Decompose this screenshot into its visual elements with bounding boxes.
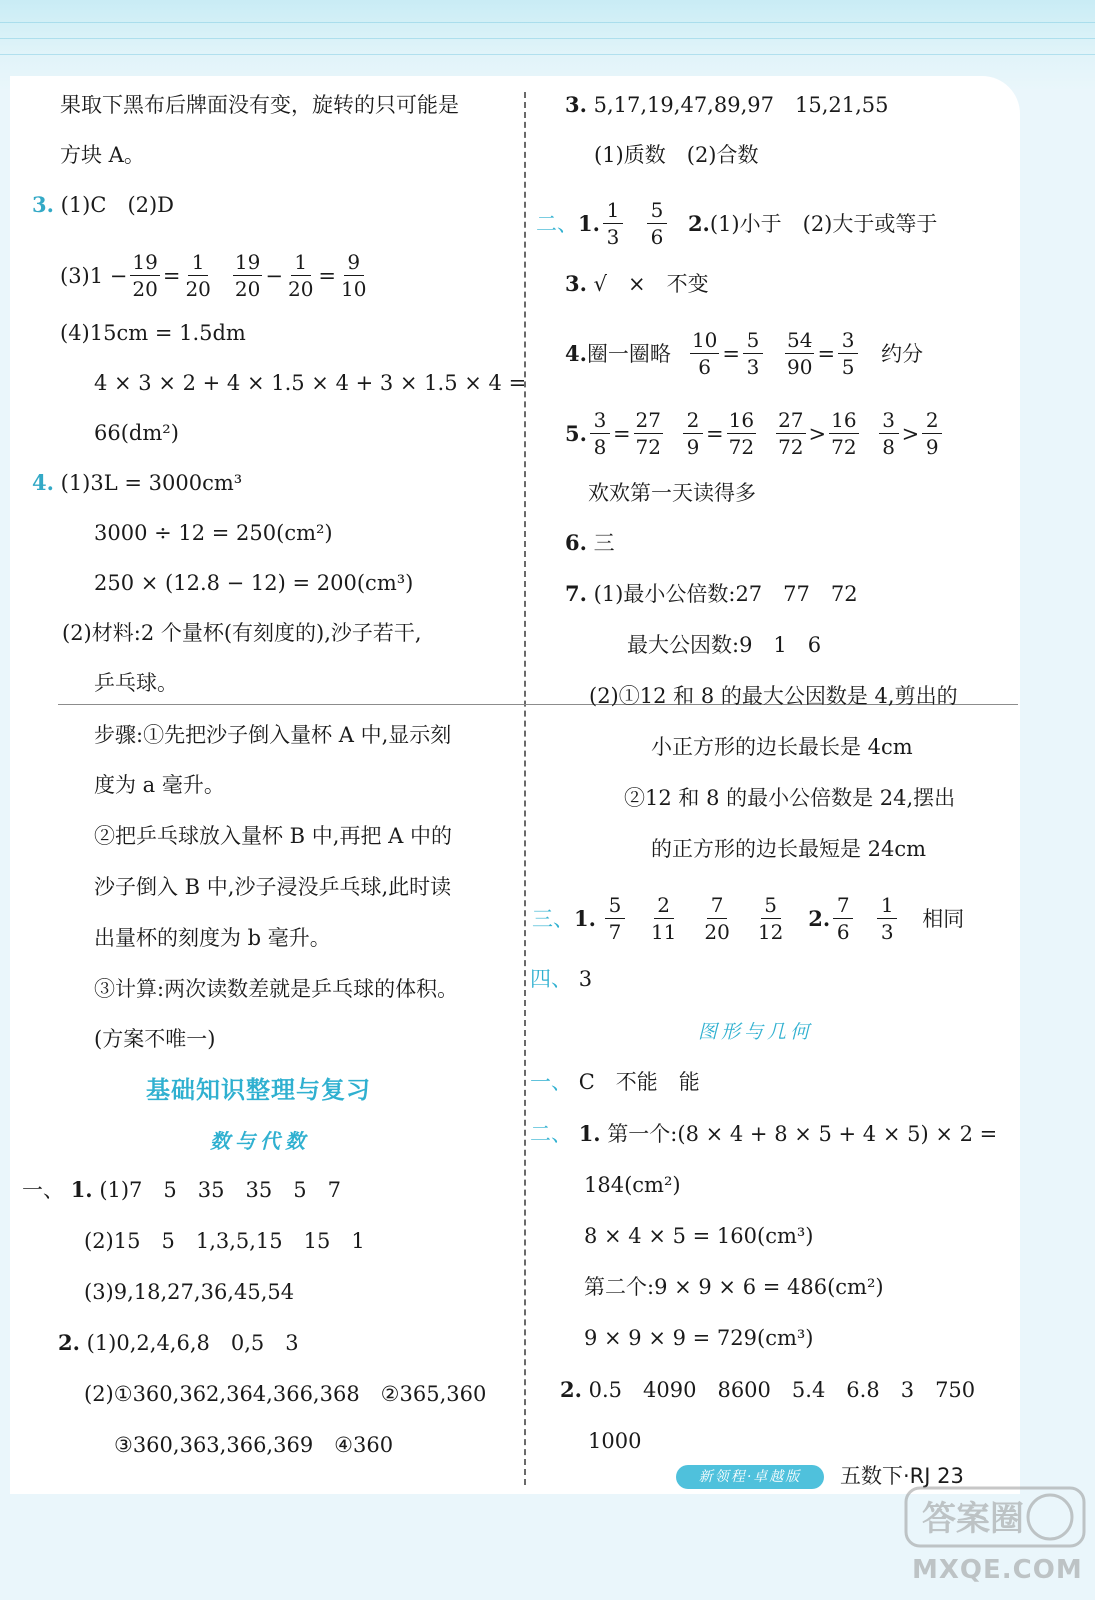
answer-text: 约分 [881, 341, 924, 366]
r-s2-q7-line-4: 小正方形的边长最长是 4cm [651, 735, 913, 759]
question-number: 2. [560, 1377, 582, 1402]
fraction: $\frac{3}{8}$ [879, 410, 899, 457]
q3-part4-line-3: 66(dm²) [94, 421, 179, 445]
fraction: $\frac{9}{10}$ [341, 250, 367, 301]
answer-text: 圈一圈略 [586, 341, 671, 366]
fraction: $\frac{5}{12}$ [757, 893, 784, 944]
r-s2-q4 [565, 330, 923, 377]
watermark-logo [900, 1480, 1090, 1590]
fraction: $\frac{7}{6}$ [833, 895, 853, 942]
answer-text: 三 [593, 531, 615, 555]
equals-sign: = [318, 263, 337, 288]
answer-text: 3 [578, 967, 593, 991]
q4-text-1: (1)3L = 3000cm³ [60, 471, 243, 495]
section-marker: 一、 [22, 1178, 64, 1202]
r-q3-line-1 [565, 89, 889, 121]
g-s2-q1-line-1 [530, 1118, 997, 1150]
heading-number-algebra: 数与代数 [210, 1129, 310, 1153]
question-number: 6. [565, 530, 587, 555]
fraction: $\frac{2}{9}$ [922, 410, 942, 457]
answer-text: (1)7 5 35 35 5 7 [99, 1178, 341, 1202]
fraction: $\frac{1}{20}$ [185, 250, 211, 301]
watermark-text: 答案圈 [922, 1499, 1024, 1539]
g-s1 [530, 1066, 700, 1098]
q3-part1 [32, 189, 174, 221]
r-s2-q1-q2 [536, 200, 937, 247]
s1-q1-line-1 [22, 1174, 341, 1206]
equals-sign: = [612, 421, 631, 446]
section-marker: 二、 [530, 1122, 572, 1146]
question-number: 3. [565, 271, 587, 296]
question-number: 2. [808, 905, 831, 931]
r-s4 [530, 963, 592, 995]
watermark-url: MXQE.COM [912, 1555, 1083, 1585]
q3-answer-1-2: (1)C (2)D [60, 193, 175, 217]
question-number: 2. [687, 210, 710, 236]
column-divider [524, 92, 526, 1485]
answer-text: √ × 不变 [593, 272, 709, 296]
answer-text: 0.5 4090 8600 5.4 6.8 3 750 [588, 1378, 976, 1402]
q4-line-3: 250 × (12.8 − 12) = 200(cm³) [94, 571, 414, 595]
g-s2-q1-line-2: 184(cm²) [584, 1173, 681, 1197]
answer-text: C 不能 能 [578, 1070, 700, 1094]
g-s2-q1-line-5: 9 × 9 × 9 = 729(cm³) [584, 1326, 814, 1350]
section-marker: 四、 [530, 967, 572, 991]
s1-q2-line-1 [58, 1327, 299, 1359]
q3-part3-equation [60, 252, 371, 299]
question-number: 7. [565, 581, 587, 606]
g-s2-q1-line-3: 8 × 4 × 5 = 160(cm³) [584, 1224, 814, 1248]
fraction: $\frac{5}{6}$ [647, 200, 667, 247]
fraction: $\frac{19}{20}$ [234, 250, 261, 301]
fraction: $\frac{54}{90}$ [787, 328, 813, 379]
fraction: $\frac{27}{72}$ [635, 408, 661, 459]
fraction: $\frac{27}{72}$ [778, 408, 804, 459]
r-q3-line-2: (1)质数 (2)合数 [594, 143, 759, 167]
section-marker: 一、 [530, 1070, 572, 1094]
left-continued-line-1: 果取下黑布后牌面没有变，旋转的只可能是 [60, 93, 459, 117]
s1-q1-line-2: (2)15 5 1,3,5,15 15 1 [84, 1229, 365, 1253]
q3-part4-line-1: (4)15cm = 1.5dm [60, 321, 246, 345]
answer-text: (1)0,2,4,6,8 0,5 3 [86, 1331, 299, 1355]
r-s2-q7-line-2: 最大公因数:9 1 6 [627, 633, 822, 657]
question-number: 5. [565, 420, 587, 446]
q3-number: 3. [32, 192, 54, 217]
r-s2-q7-line-5: ②12 和 8 的最小公倍数是 24,摆出 [624, 786, 956, 810]
fraction: $\frac{10}{6}$ [691, 328, 718, 379]
q3-part3-prefix: (3)1 − [60, 263, 128, 288]
q4-number: 4. [32, 470, 54, 495]
fraction: $\frac{16}{72}$ [728, 408, 755, 459]
fraction: $\frac{16}{72}$ [831, 408, 857, 459]
q4-line-6: 步骤:①先把沙子倒入量杯 A 中,显示刻 [94, 723, 452, 747]
brand-badge: 新领程·卓越版 [676, 1465, 824, 1489]
s1-q1-line-3: (3)9,18,27,36,45,54 [84, 1280, 295, 1304]
question-number: 4. [565, 340, 587, 366]
q4-line-7: 度为 a 毫升。 [94, 773, 225, 797]
question-number: 1. [578, 1121, 601, 1146]
equals-sign: = [706, 421, 724, 446]
fraction: $\frac{2}{9}$ [683, 410, 703, 457]
r-s2-q7-line-6: 的正方形的边长最短是 24cm [651, 837, 927, 861]
minus-sign: − [265, 263, 283, 288]
q3-part4-line-2: 4 × 3 × 2 + 4 × 1.5 × 4 + 3 × 1.5 × 4 = [94, 371, 527, 395]
section-marker: 三、 [532, 906, 574, 931]
answer-text: 第一个:(8 × 4 + 8 × 5 + 4 × 5) × 2 = [607, 1122, 998, 1146]
g-s2-q2-line-1 [560, 1374, 975, 1406]
q4-line-9: 沙子倒入 B 中,沙子浸没乒乓球,此时读 [94, 875, 452, 899]
s1-q2-line-2: (2)①360,362,364,366,368 ②365,360 [84, 1382, 487, 1406]
question-number: 1. [70, 1177, 93, 1202]
r-s2-q5-conclusion: 欢欢第一天读得多 [588, 481, 756, 505]
g-s2-q1-line-4: 第二个:9 × 9 × 6 = 486(cm²) [584, 1275, 884, 1299]
g-s2-q2-line-2: 1000 [588, 1429, 642, 1453]
q4-line-5: 乒乓球。 [94, 671, 178, 695]
r-s2-q5 [565, 410, 945, 457]
equals-sign: = [722, 341, 740, 366]
greater-than-sign: > [808, 421, 827, 446]
q4-line-4: (2)材料:2 个量杯(有刻度的),沙子若干, [62, 621, 422, 645]
r-s2-q7-line-3: (2)①12 和 8 的最大公因数是 4,剪出的 [589, 684, 958, 708]
fraction: $\frac{5}{3}$ [743, 330, 763, 377]
fraction: $\frac{3}{5}$ [838, 330, 858, 377]
fraction: $\frac{5}{7}$ [605, 895, 625, 942]
q4-line-12: (方案不唯一) [94, 1027, 216, 1051]
fraction: $\frac{1}{20}$ [287, 250, 314, 301]
r-s3 [532, 895, 964, 942]
q4-line-1 [32, 467, 242, 499]
question-number: 2. [58, 1330, 80, 1355]
q4-line-2: 3000 ÷ 12 = 250(cm²) [94, 521, 333, 545]
r-s2-q3 [565, 268, 709, 300]
page-info: 五数下·RJ 23 [840, 1464, 964, 1488]
q4-line-10: 出量杯的刻度为 b 毫升。 [94, 926, 331, 950]
r-s2-q7-line-1 [565, 578, 858, 610]
fraction: $\frac{19}{20}$ [132, 250, 158, 301]
fraction: $\frac{2}{11}$ [650, 893, 677, 944]
fraction: $\frac{1}{3}$ [877, 895, 897, 942]
heading-shape-geometry: 图形与几何 [698, 1021, 814, 1043]
fraction: $\frac{1}{3}$ [603, 200, 623, 247]
question-number: 1. [578, 210, 600, 236]
question-number: 3. [565, 92, 587, 117]
fraction: $\frac{3}{8}$ [590, 410, 610, 457]
q4-line-8: ②把乒乓球放入量杯 B 中,再把 A 中的 [94, 824, 452, 848]
left-continued-line-2: 方块 A。 [60, 143, 145, 167]
s1-q2-line-3: ③360,363,366,369 ④360 [114, 1433, 394, 1457]
section-marker: 二、 [536, 211, 578, 236]
answer-text: 相同 [922, 906, 965, 931]
fraction: $\frac{7}{20}$ [704, 893, 730, 944]
heading-basic-review: 基础知识整理与复习 [146, 1076, 371, 1104]
q4-line-11: ③计算:两次读数差就是乒乓球的体积。 [94, 977, 459, 1001]
answer-text: (1)最小公倍数:27 77 72 [593, 582, 858, 606]
answer-text: 5,17,19,47,89,97 15,21,55 [593, 93, 889, 117]
r-s2-q6 [565, 527, 615, 559]
equals-sign: = [817, 341, 836, 366]
answer-text: (1)小于 (2)大于或等于 [709, 211, 938, 236]
equals-sign: = [162, 263, 181, 288]
greater-than-sign: > [901, 421, 920, 446]
question-number: 1. [574, 905, 596, 931]
